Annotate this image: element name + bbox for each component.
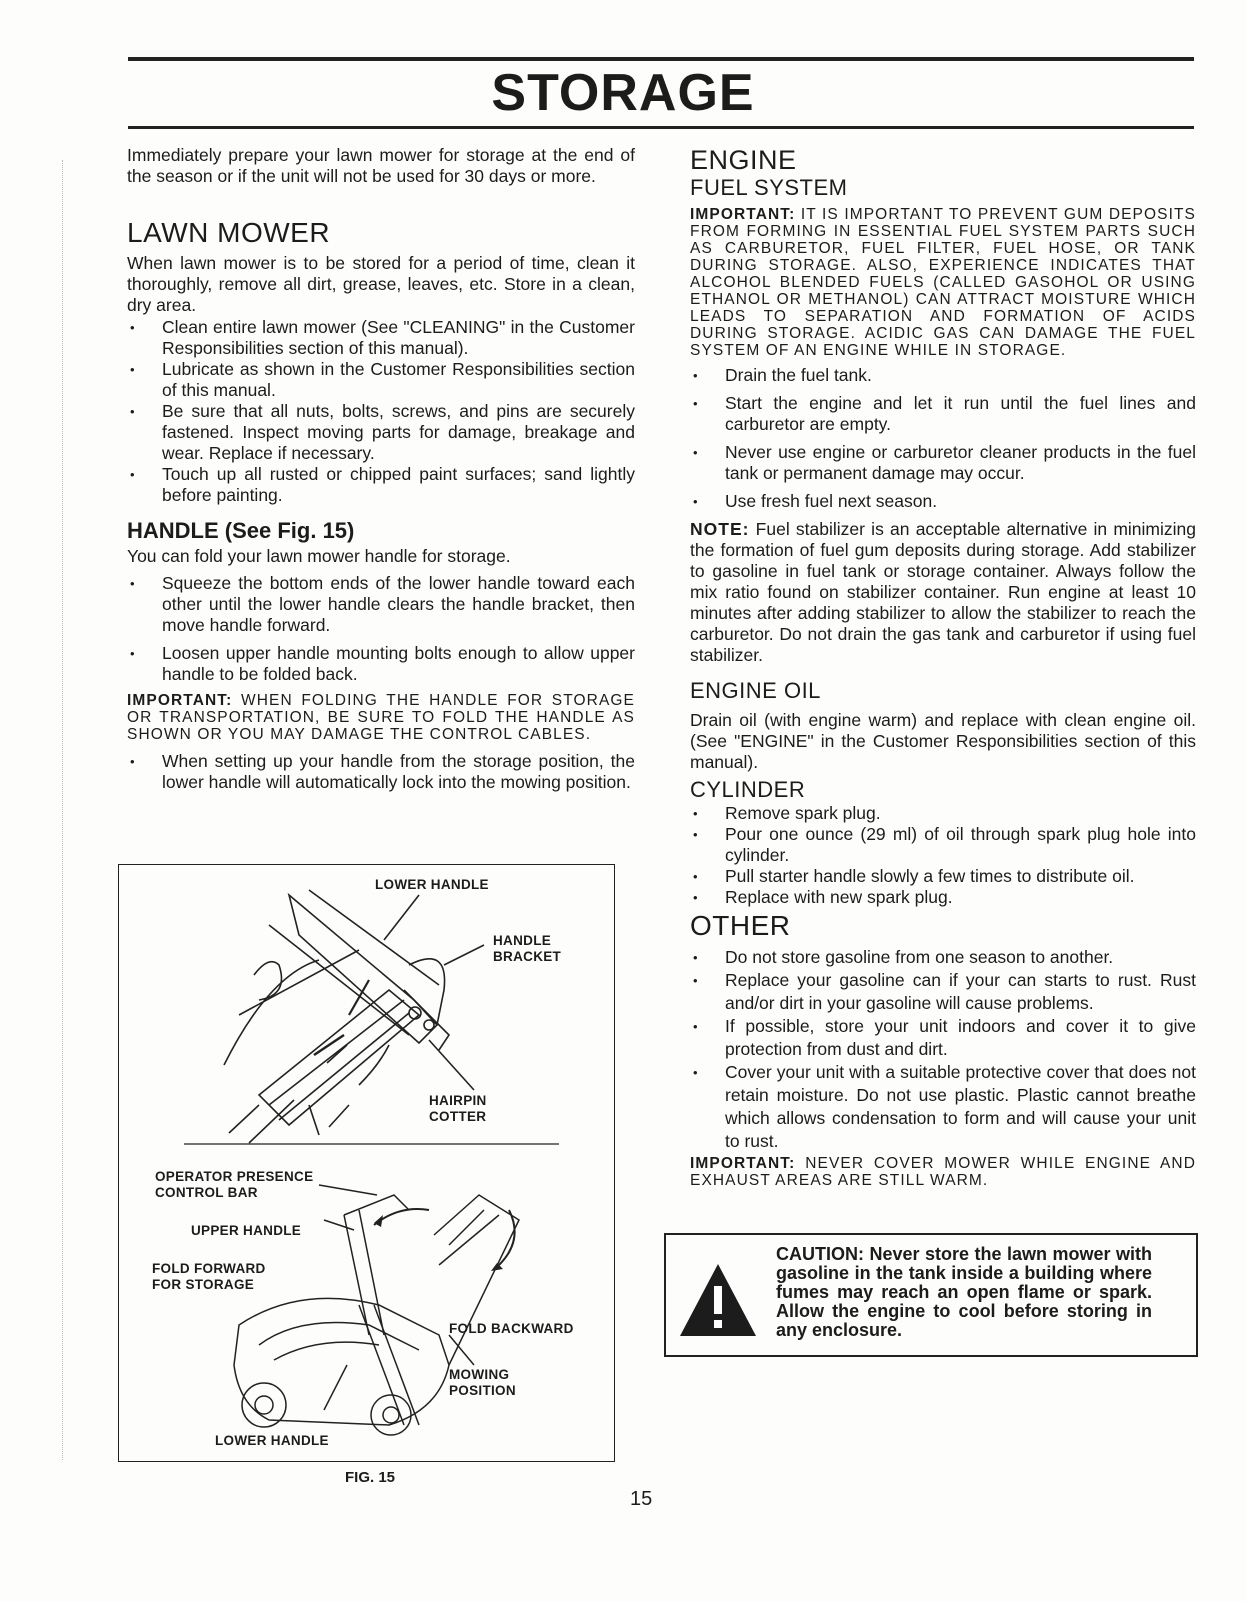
cylinder-list <box>690 803 1196 908</box>
note-label: NOTE: <box>690 519 750 539</box>
fuel-system-list <box>690 365 1196 512</box>
list-item: • Cover your unit with a suitable protective cover that does not retain moisture. Do not use plastic. Plastic cannot breathe which allows condensation to form and will cause your unit to rust. <box>690 1061 1196 1153</box>
note-text: Fuel stabilizer is an acceptable alternative in minimizing the formation of fuel gum deposits during storage. Add stabilizer to gasoline in fuel tank or storage container. Always follow the mix ratio found on stabilizer container. Run engine at least 10 minutes after adding stabilizer to allow the stabilizer to reach the carburetor. Do not drain the gas tank and carburetor if using fuel stabilizer. <box>690 519 1196 665</box>
label-handle-bracket: HANDLE BRACKET <box>493 933 562 964</box>
list-item: • Use fresh fuel next season. <box>690 491 1196 512</box>
list-item: • Be sure that all nuts, bolts, screws, and pins are securely fastened. Inspect moving parts for damage, breakage and wear. Replace if necessary. <box>127 401 635 464</box>
important-label: IMPORTANT: <box>127 692 233 709</box>
fuel-system-important <box>690 206 1196 359</box>
list-item: • Pour one ounce (29 ml) of oil through spark plug hole into cylinder. <box>690 824 1196 866</box>
list-item: • Pull starter handle slowly a few times to distribute oil. <box>690 866 1196 887</box>
handle-list-after <box>127 751 635 793</box>
lawn-mower-heading: LAWN MOWER <box>127 217 331 248</box>
list-item: • Loosen upper handle mounting bolts enough to allow upper handle to be folded back. <box>127 643 635 685</box>
other-heading: OTHER <box>690 910 791 941</box>
title-rule-bottom <box>128 126 1194 129</box>
lawn-mower-list <box>127 317 635 506</box>
figure-15 <box>118 864 615 1462</box>
figure-caption: FIG. 15 <box>345 1469 396 1486</box>
engine-oil-heading: ENGINE OIL <box>690 678 821 703</box>
label-upper-handle: UPPER HANDLE <box>191 1223 302 1238</box>
list-item: • Never use engine or carburetor cleaner products in the fuel tank or permanent damage may occur. <box>690 442 1196 484</box>
page-number: 15 <box>630 1488 653 1510</box>
important-label: IMPORTANT: <box>690 1155 796 1172</box>
handle-important <box>127 692 635 743</box>
list-item: • Lubricate as shown in the Customer Responsibilities section of this manual. <box>127 359 635 401</box>
list-item: • Replace your gasoline can if your can starts to rust. Rust and/or dirt in your gasoline will cause problems. <box>690 969 1196 1015</box>
label-mowing-position: MOWING POSITION <box>449 1367 516 1398</box>
other-important <box>690 1155 1196 1189</box>
list-item: • If possible, store your unit indoors and cover it to give protection from dust and dirt. <box>690 1015 1196 1061</box>
list-item: • Do not store gasoline from one season to another. <box>690 946 1196 969</box>
caution-box <box>664 1233 1198 1357</box>
list-item: • Replace with new spark plug. <box>690 887 1196 908</box>
engine-oil-text: Drain oil (with engine warm) and replace with clean engine oil. (See "ENGINE" in the Customer Responsibilities section of this manual). <box>690 710 1196 772</box>
important-text: IT IS IMPORTANT TO PREVENT GUM DEPOSITS FROM FORMING IN ESSENTIAL FUEL SYSTEM PARTS SUCH AS CARBURETOR, FUEL FILTER, FUEL HOSE, OR TANK DURING STORAGE. ALSO, EXPERIENCE INDICATES THAT ALCOHOL BLENDED FUELS (CALLED GASOHOL OR USING ETHANOL OR METHANOL) CAN ATTRACT MOISTURE WHICH LEADS TO SEPARATION AND FORMATION OF ACIDS DURING STORAGE. ACIDIC GAS CAN DAMAGE THE FUEL SYSTEM OF AN ENGINE WHILE IN STORAGE. <box>690 206 1196 359</box>
list-item: • Drain the fuel tank. <box>690 365 1196 386</box>
handle-text: You can fold your lawn mower handle for storage. <box>127 546 511 566</box>
list-item: • Remove spark plug. <box>690 803 1196 824</box>
cylinder-heading: CYLINDER <box>690 777 806 802</box>
page-title: STORAGE <box>491 64 755 122</box>
caution-text: CAUTION: Never store the lawn mower with gasoline in the tank inside a building where fumes may reach an open flame or spark. Allow the engine to cool before storing in any enclosure. <box>776 1244 1152 1340</box>
label-operator-presence: OPERATOR PRESENCE CONTROL BAR <box>155 1169 314 1200</box>
left-column <box>127 145 635 793</box>
label-fold-backward: FOLD BACKWARD <box>449 1321 574 1336</box>
list-item: • Squeeze the bottom ends of the lower handle toward each other until the lower handle clears the handle bracket, then move handle forward. <box>127 573 635 636</box>
fuel-system-heading: FUEL SYSTEM <box>690 175 848 200</box>
list-item: • Touch up all rusted or chipped paint surfaces; sand lightly before painting. <box>127 464 635 506</box>
warning-triangle-icon <box>678 1260 758 1340</box>
intro-text: Immediately prepare your lawn mower for storage at the end of the season or if the unit will not be used for 30 days or more. <box>127 145 635 186</box>
fuel-system-note <box>690 519 1196 666</box>
engine-heading: ENGINE <box>690 145 797 175</box>
handle-heading: HANDLE (See Fig. 15) <box>127 518 355 543</box>
right-column <box>690 145 1196 1189</box>
list-item: • When setting up your handle from the storage position, the lower handle will automatically lock into the mowing position. <box>127 751 635 793</box>
important-text: WHEN FOLDING THE HANDLE FOR STORAGE OR TRANSPORTATION, BE SURE TO FOLD THE HANDLE AS SHOWN OR YOU MAY DAMAGE THE CONTROL CABLES. <box>127 692 635 743</box>
other-list <box>690 946 1196 1153</box>
label-fold-forward: FOLD FORWARD FOR STORAGE <box>152 1261 266 1292</box>
title-rule-top <box>128 57 1194 61</box>
important-label: IMPORTANT: <box>690 206 796 223</box>
handle-list <box>127 573 635 685</box>
label-hairpin-cotter: HAIRPIN COTTER <box>429 1093 487 1124</box>
margin-binding-marks <box>62 160 63 1460</box>
label-lower-handle-top: LOWER HANDLE <box>375 877 489 892</box>
lawn-mower-text: When lawn mower is to be stored for a period of time, clean it thoroughly, remove all dirt, grease, leaves, etc. Store in a clean, dry area. <box>127 253 635 315</box>
label-lower-handle-bottom: LOWER HANDLE <box>215 1433 329 1448</box>
list-item: • Clean entire lawn mower (See "CLEANING" in the Customer Responsibilities section of this manual). <box>127 317 635 359</box>
list-item: • Start the engine and let it run until the fuel lines and carburetor are empty. <box>690 393 1196 435</box>
important-text: NEVER COVER MOWER WHILE ENGINE AND EXHAUST AREAS ARE STILL WARM. <box>690 1155 1196 1189</box>
